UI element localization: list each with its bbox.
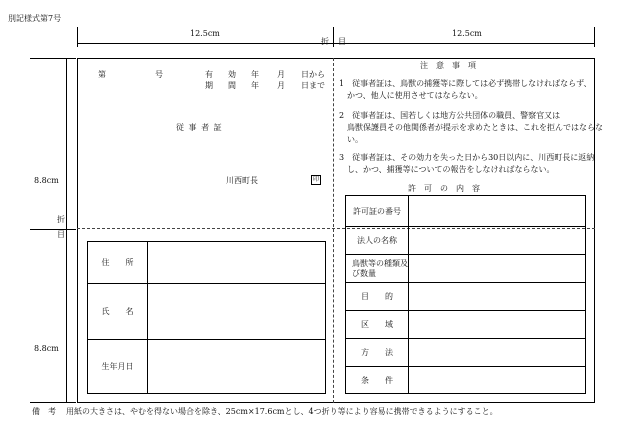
validity-month: 月 — [277, 70, 285, 79]
dimension-tick-top — [30, 58, 76, 59]
permit-label-method: 方 法 — [346, 339, 409, 366]
permit-label-area: 区 域 — [346, 311, 409, 338]
validity-year: 年 — [251, 70, 259, 79]
validity-from: 日から — [301, 70, 325, 79]
period-char-1: 期 — [205, 81, 213, 90]
note-item-1-line-2: かつ、他人に使用させてはならない。 — [339, 91, 483, 100]
height-label-top: 8.8cm — [34, 176, 59, 185]
permit-row-purpose — [346, 283, 585, 311]
period-char-2: 間 — [228, 81, 236, 90]
dimension-tick-left — [77, 27, 78, 47]
permit-row-species — [346, 255, 585, 283]
note-item-3-line-1: 3 従事者証は、その効力を失った日から30日以内に、川西町長に返納 — [339, 153, 595, 162]
issuer-name: 川西町長 — [226, 176, 258, 185]
dimension-tick-right — [594, 27, 595, 47]
permit-row-method — [346, 339, 585, 367]
dimension-tick-bottom — [30, 402, 76, 403]
holder-label-name: 氏 名 — [88, 284, 148, 339]
permit-heading: 許 可 の 内 容 — [408, 184, 480, 193]
permit-label-purpose: 目 的 — [346, 283, 409, 310]
width-label-right: 12.5cm — [452, 29, 482, 38]
fold-mark-top-b: 目 — [338, 37, 346, 46]
permit-table — [345, 195, 586, 394]
fold-mark-side-a: 折 — [57, 215, 65, 224]
height-label-bottom: 8.8cm — [34, 344, 59, 353]
note-item-2-line-1: 2 従事者証は、国若しくは地方公共団体の職員、警察官又は — [339, 111, 561, 120]
validity-char-1: 有 — [205, 70, 213, 79]
form-number-label: 別記様式第7号 — [8, 14, 62, 23]
holder-row-name — [88, 284, 325, 340]
period-until: 日まで — [301, 81, 325, 90]
width-dimension-line — [77, 43, 594, 44]
seal-mark: 印 — [312, 176, 319, 183]
note-item-1-line-1: 1 従事者証は、鳥獣の捕獲等に際しては必ず携帯しなければならず、 — [339, 79, 592, 88]
holder-row-address — [88, 242, 325, 284]
remark-text: 用紙の大きさは、やむを得ない場合を除き、25cm×17.6cmとし、4つ折り等により容易に携帯できるようにすること。 — [66, 407, 498, 416]
number-label: 第 — [98, 70, 106, 79]
permit-label-species: 鳥獣等の種類及び数量 — [346, 255, 409, 282]
fold-mark-top-a: 折 — [321, 37, 329, 46]
permit-row-corp — [346, 227, 585, 255]
fold-mark-side-b: 目 — [57, 230, 65, 239]
height-dimension-line — [66, 58, 67, 402]
validity-char-2: 効 — [228, 70, 236, 79]
width-label-left: 12.5cm — [190, 29, 220, 38]
holder-label-address: 住 所 — [88, 242, 148, 283]
note-item-2-line-2: 鳥獣保護員その他関係者が提示を求めたときは、これを拒んではならな — [339, 123, 603, 132]
certificate-title: 従 事 者 証 — [176, 123, 223, 132]
notes-heading: 注 意 事 項 — [420, 61, 476, 70]
permit-row-number — [346, 196, 585, 227]
permit-label-corp: 法人の名称 — [346, 227, 409, 254]
holder-label-birthdate: 生年月日 — [88, 340, 148, 393]
permit-row-area — [346, 311, 585, 339]
note-item-2-line-3: い。 — [339, 135, 363, 144]
permit-label-conditions: 条 件 — [346, 367, 409, 393]
period-month: 月 — [277, 81, 285, 90]
note-item-3-line-2: し、かつ、捕獲等についての報告をしなければならない。 — [339, 165, 555, 174]
permit-label-number: 許可証の番号 — [346, 196, 409, 226]
dimension-tick-middle — [30, 229, 76, 230]
permit-row-conditions — [346, 367, 585, 393]
holder-row-birthdate — [88, 340, 325, 393]
dimension-tick-center — [333, 27, 334, 47]
number-suffix: 号 — [155, 70, 163, 79]
vertical-fold-line — [333, 58, 334, 403]
remark-label: 備 考 — [32, 407, 56, 416]
holder-table — [87, 241, 326, 394]
period-year: 年 — [251, 81, 259, 90]
